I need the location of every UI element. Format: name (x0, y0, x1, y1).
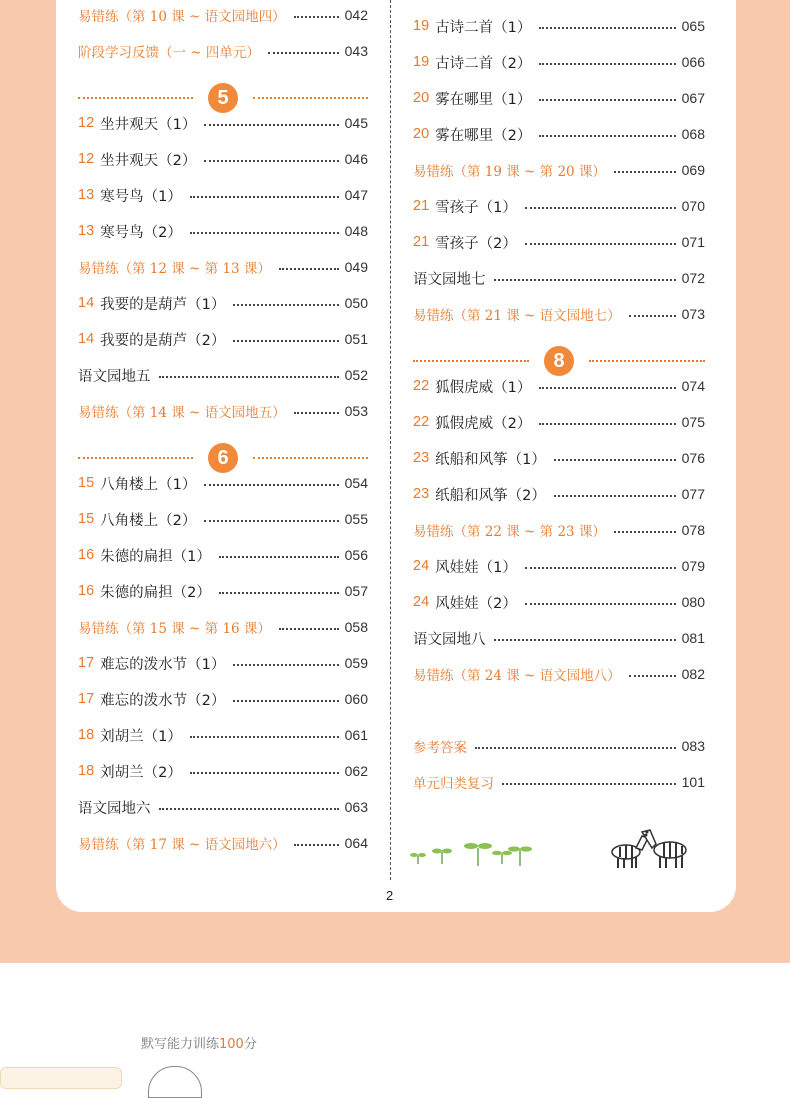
entry-page-number: 054 (344, 475, 368, 491)
entry-title: 纸船和风筝（2） (435, 487, 546, 504)
dot-leader (204, 124, 338, 126)
toc-review-entry[interactable] (78, 40, 368, 62)
entry-page-number: 048 (344, 223, 368, 239)
dot-leader (539, 135, 675, 137)
dot-leader (554, 459, 676, 461)
entry-page-number: 083 (681, 738, 705, 754)
toc-entry[interactable] (413, 591, 705, 613)
entry-title: 易错练（第 12 课 ~ 第 13 课） (78, 261, 271, 277)
entry-page-number: 052 (344, 367, 368, 383)
entry-title: 寒号鸟（1） (100, 188, 182, 205)
dot-leader (525, 567, 676, 569)
dot-leader (190, 736, 339, 738)
dot-leader (525, 207, 676, 209)
entry-title: 狐假虎威（2） (435, 415, 532, 432)
entry-title: 易错练（第 24 课 ~ 语文园地八） (413, 668, 621, 684)
entry-title: 易错练（第 22 课 ~ 第 23 课） (413, 524, 606, 540)
toc-review-entry[interactable] (78, 400, 368, 422)
toc-entry[interactable] (413, 483, 705, 505)
dot-leader (219, 592, 339, 594)
dot-leader (204, 160, 338, 162)
lesson-number: 16 (78, 583, 95, 599)
unit-badge: 8 (544, 346, 574, 376)
toc-entry[interactable] (78, 184, 368, 206)
toc-review-entry[interactable] (413, 771, 705, 793)
unit-rule-left (78, 97, 193, 99)
entry-page-number: 081 (681, 630, 705, 646)
toc-entry[interactable] (78, 364, 368, 386)
zebra-icon (606, 822, 698, 872)
dot-leader (294, 844, 339, 846)
entry-page-number: 061 (344, 727, 368, 743)
lesson-number: 14 (78, 295, 95, 311)
toc-entry[interactable] (413, 411, 705, 433)
dot-leader (525, 603, 676, 605)
dot-leader (539, 387, 675, 389)
lesson-number: 21 (413, 198, 430, 214)
entry-page-number: 101 (681, 774, 705, 790)
lesson-number: 22 (413, 414, 430, 430)
dot-leader (494, 639, 676, 641)
toc-entry[interactable] (78, 472, 368, 494)
dot-leader (159, 376, 339, 378)
dot-leader (190, 196, 339, 198)
lesson-number: 21 (413, 234, 430, 250)
dot-leader (614, 171, 676, 173)
lesson-number: 14 (78, 331, 95, 347)
entry-title: 狐假虎威（1） (435, 379, 532, 396)
entry-page-number: 050 (344, 295, 368, 311)
unit-rule-left (78, 457, 193, 459)
toc-entry[interactable] (78, 508, 368, 530)
toc-entry[interactable] (413, 123, 705, 145)
entry-page-number: 059 (344, 655, 368, 671)
unit-header (78, 83, 368, 113)
entry-title: 坐井观天（2） (100, 152, 197, 169)
entry-title: 古诗二首（1） (435, 19, 532, 36)
entry-title: 刘胡兰（2） (100, 764, 182, 781)
unit-header (413, 346, 705, 376)
entry-page-number: 057 (344, 583, 368, 599)
lesson-number: 18 (78, 727, 95, 743)
dot-leader (539, 63, 675, 65)
entry-page-number: 066 (681, 54, 705, 70)
column-divider (390, 0, 391, 880)
dot-leader (190, 232, 339, 234)
entry-page-number: 062 (344, 763, 368, 779)
toc-entry[interactable] (78, 328, 368, 350)
dot-leader (525, 243, 676, 245)
entry-title: 难忘的泼水节（1） (100, 656, 226, 673)
dot-leader (539, 423, 675, 425)
entry-page-number: 043 (344, 43, 368, 59)
toc-entry[interactable] (413, 375, 705, 397)
dot-leader (539, 99, 675, 101)
dot-leader (233, 664, 338, 666)
entry-title: 雪孩子（2） (435, 235, 517, 252)
entry-page-number: 053 (344, 403, 368, 419)
entry-page-number: 047 (344, 187, 368, 203)
toc-entry[interactable] (78, 724, 368, 746)
lesson-number: 23 (413, 450, 430, 466)
entry-title: 风娃娃（2） (435, 595, 517, 612)
toc-review-entry[interactable] (78, 832, 368, 854)
entry-title: 八角楼上（1） (100, 476, 197, 493)
unit-badge: 6 (208, 443, 238, 473)
entry-page-number: 068 (681, 126, 705, 142)
footer-caption-text: 默写能力训练 (141, 1037, 220, 1052)
dot-leader (219, 556, 339, 558)
lesson-number: 12 (78, 151, 95, 167)
entry-page-number: 080 (681, 594, 705, 610)
entry-page-number: 058 (344, 619, 368, 635)
entry-title: 八角楼上（2） (100, 512, 197, 529)
entry-title: 阶段学习反馈（一 ~ 四单元） (78, 45, 260, 61)
entry-page-number: 067 (681, 90, 705, 106)
unit-header (78, 443, 368, 473)
dot-leader (614, 531, 676, 533)
lesson-number: 24 (413, 558, 430, 574)
dot-leader (539, 27, 675, 29)
entry-page-number: 076 (681, 450, 705, 466)
entry-page-number: 077 (681, 486, 705, 502)
entry-page-number: 075 (681, 414, 705, 430)
entry-page-number: 064 (344, 835, 368, 851)
dot-leader (629, 315, 676, 317)
unit-rule-right (589, 360, 705, 362)
lesson-number: 22 (413, 378, 430, 394)
dot-leader (204, 520, 338, 522)
entry-page-number: 060 (344, 691, 368, 707)
toc-entry[interactable] (78, 148, 368, 170)
toc-entry[interactable] (413, 627, 705, 649)
dot-leader (233, 700, 338, 702)
lesson-number: 17 (78, 655, 95, 671)
toc-review-entry[interactable] (413, 663, 705, 685)
lesson-number: 16 (78, 547, 95, 563)
entry-title: 风娃娃（1） (435, 559, 517, 576)
entry-page-number: 063 (344, 799, 368, 815)
footer-tab (0, 1067, 122, 1089)
toc-review-entry[interactable] (413, 735, 705, 757)
entry-page-number: 055 (344, 511, 368, 527)
toc-entry[interactable] (413, 555, 705, 577)
lesson-number: 23 (413, 486, 430, 502)
entry-title: 语文园地六 (78, 800, 151, 817)
lesson-number: 18 (78, 763, 95, 779)
entry-title: 易错练（第 19 课 ~ 第 20 课） (413, 164, 606, 180)
entry-title: 古诗二首（2） (435, 55, 532, 72)
dot-leader (502, 783, 676, 785)
toc-review-entry[interactable] (78, 256, 368, 278)
dot-leader (190, 772, 339, 774)
entry-page-number: 051 (344, 331, 368, 347)
toc-review-entry[interactable] (413, 519, 705, 541)
entry-title: 参考答案 (413, 740, 467, 756)
entry-title: 单元归类复习 (413, 776, 494, 792)
entry-title: 纸船和风筝（1） (435, 451, 546, 468)
lesson-number: 20 (413, 126, 430, 142)
entry-title: 易错练（第 15 课 ~ 第 16 课） (78, 621, 271, 637)
entry-page-number: 069 (681, 162, 705, 178)
unit-rule-right (253, 457, 368, 459)
entry-title: 我要的是葫芦（2） (100, 332, 226, 349)
entry-title: 语文园地七 (413, 271, 486, 288)
lesson-number: 13 (78, 187, 95, 203)
dot-leader (233, 340, 338, 342)
entry-title: 寒号鸟（2） (100, 224, 182, 241)
lesson-number: 13 (78, 223, 95, 239)
entry-title: 刘胡兰（1） (100, 728, 182, 745)
entry-page-number: 065 (681, 18, 705, 34)
entry-title: 易错练（第 10 课 ~ 语文园地四） (78, 9, 286, 25)
dot-leader (475, 747, 676, 749)
entry-page-number: 070 (681, 198, 705, 214)
toc-entry[interactable] (78, 796, 368, 818)
entry-page-number: 045 (344, 115, 368, 131)
unit-rule-left (413, 360, 529, 362)
lesson-number: 15 (78, 475, 95, 491)
toc-entry[interactable] (78, 688, 368, 710)
entry-title: 语文园地八 (413, 631, 486, 648)
footer-caption (141, 1033, 257, 1052)
lesson-number: 19 (413, 54, 430, 70)
footer-caption-score: 100 (219, 1037, 244, 1052)
entry-page-number: 046 (344, 151, 368, 167)
entry-page-number: 079 (681, 558, 705, 574)
lesson-number: 24 (413, 594, 430, 610)
entry-title: 易错练（第 17 课 ~ 语文园地六） (78, 837, 286, 853)
toc-review-entry[interactable] (78, 616, 368, 638)
dot-leader (294, 16, 339, 18)
lesson-number: 17 (78, 691, 95, 707)
entry-page-number: 073 (681, 306, 705, 322)
toc-entry[interactable] (413, 195, 705, 217)
toc-entry[interactable] (413, 51, 705, 73)
entry-title: 雾在哪里（2） (435, 127, 532, 144)
dot-leader (204, 484, 338, 486)
dot-leader (159, 808, 339, 810)
dot-leader (279, 268, 339, 270)
entry-page-number: 071 (681, 234, 705, 250)
toc-entry[interactable] (413, 87, 705, 109)
entry-title: 我要的是葫芦（1） (100, 296, 226, 313)
entry-page-number: 074 (681, 378, 705, 394)
lesson-number: 20 (413, 90, 430, 106)
entry-page-number: 082 (681, 666, 705, 682)
dot-leader (268, 52, 339, 54)
toc-review-entry[interactable] (413, 303, 705, 325)
toc-review-entry[interactable] (413, 159, 705, 181)
dot-leader (494, 279, 676, 281)
toc-entry[interactable] (413, 267, 705, 289)
lesson-number: 12 (78, 115, 95, 131)
unit-rule-right (253, 97, 368, 99)
entry-title: 易错练（第 21 课 ~ 语文园地七） (413, 308, 621, 324)
entry-title: 朱德的扁担（1） (100, 548, 211, 565)
page-number: 2 (386, 888, 394, 903)
toc-entry[interactable] (78, 112, 368, 134)
entry-page-number: 056 (344, 547, 368, 563)
toc-entry[interactable] (413, 447, 705, 469)
lesson-number: 15 (78, 511, 95, 527)
entry-title: 语文园地五 (78, 368, 151, 385)
toc-entry[interactable] (413, 15, 705, 37)
entry-title: 朱德的扁担（2） (100, 584, 211, 601)
toc-entry[interactable] (78, 544, 368, 566)
entry-page-number: 049 (344, 259, 368, 275)
footer-emblem-icon (148, 1066, 202, 1098)
dot-leader (233, 304, 338, 306)
entry-title: 雪孩子（1） (435, 199, 517, 216)
entry-page-number: 042 (344, 7, 368, 23)
toc-entry[interactable] (78, 292, 368, 314)
toc-entry[interactable] (78, 580, 368, 602)
entry-title: 雾在哪里（1） (435, 91, 532, 108)
dot-leader (294, 412, 339, 414)
toc-entry[interactable] (78, 220, 368, 242)
toc-entry[interactable] (78, 760, 368, 782)
entry-title: 难忘的泼水节（2） (100, 692, 226, 709)
entry-page-number: 072 (681, 270, 705, 286)
dot-leader (554, 495, 676, 497)
toc-entry[interactable] (78, 652, 368, 674)
lesson-number: 19 (413, 18, 430, 34)
entry-title: 坐井观天（1） (100, 116, 197, 133)
toc-review-entry[interactable] (78, 4, 368, 26)
footer-caption-suffix: 分 (243, 1037, 257, 1052)
toc-entry[interactable] (413, 231, 705, 253)
entry-title: 易错练（第 14 课 ~ 语文园地五） (78, 405, 286, 421)
entry-page-number: 078 (681, 522, 705, 538)
dot-leader (279, 628, 339, 630)
dot-leader (629, 675, 676, 677)
sprout-icon (408, 836, 538, 872)
unit-badge: 5 (208, 83, 238, 113)
